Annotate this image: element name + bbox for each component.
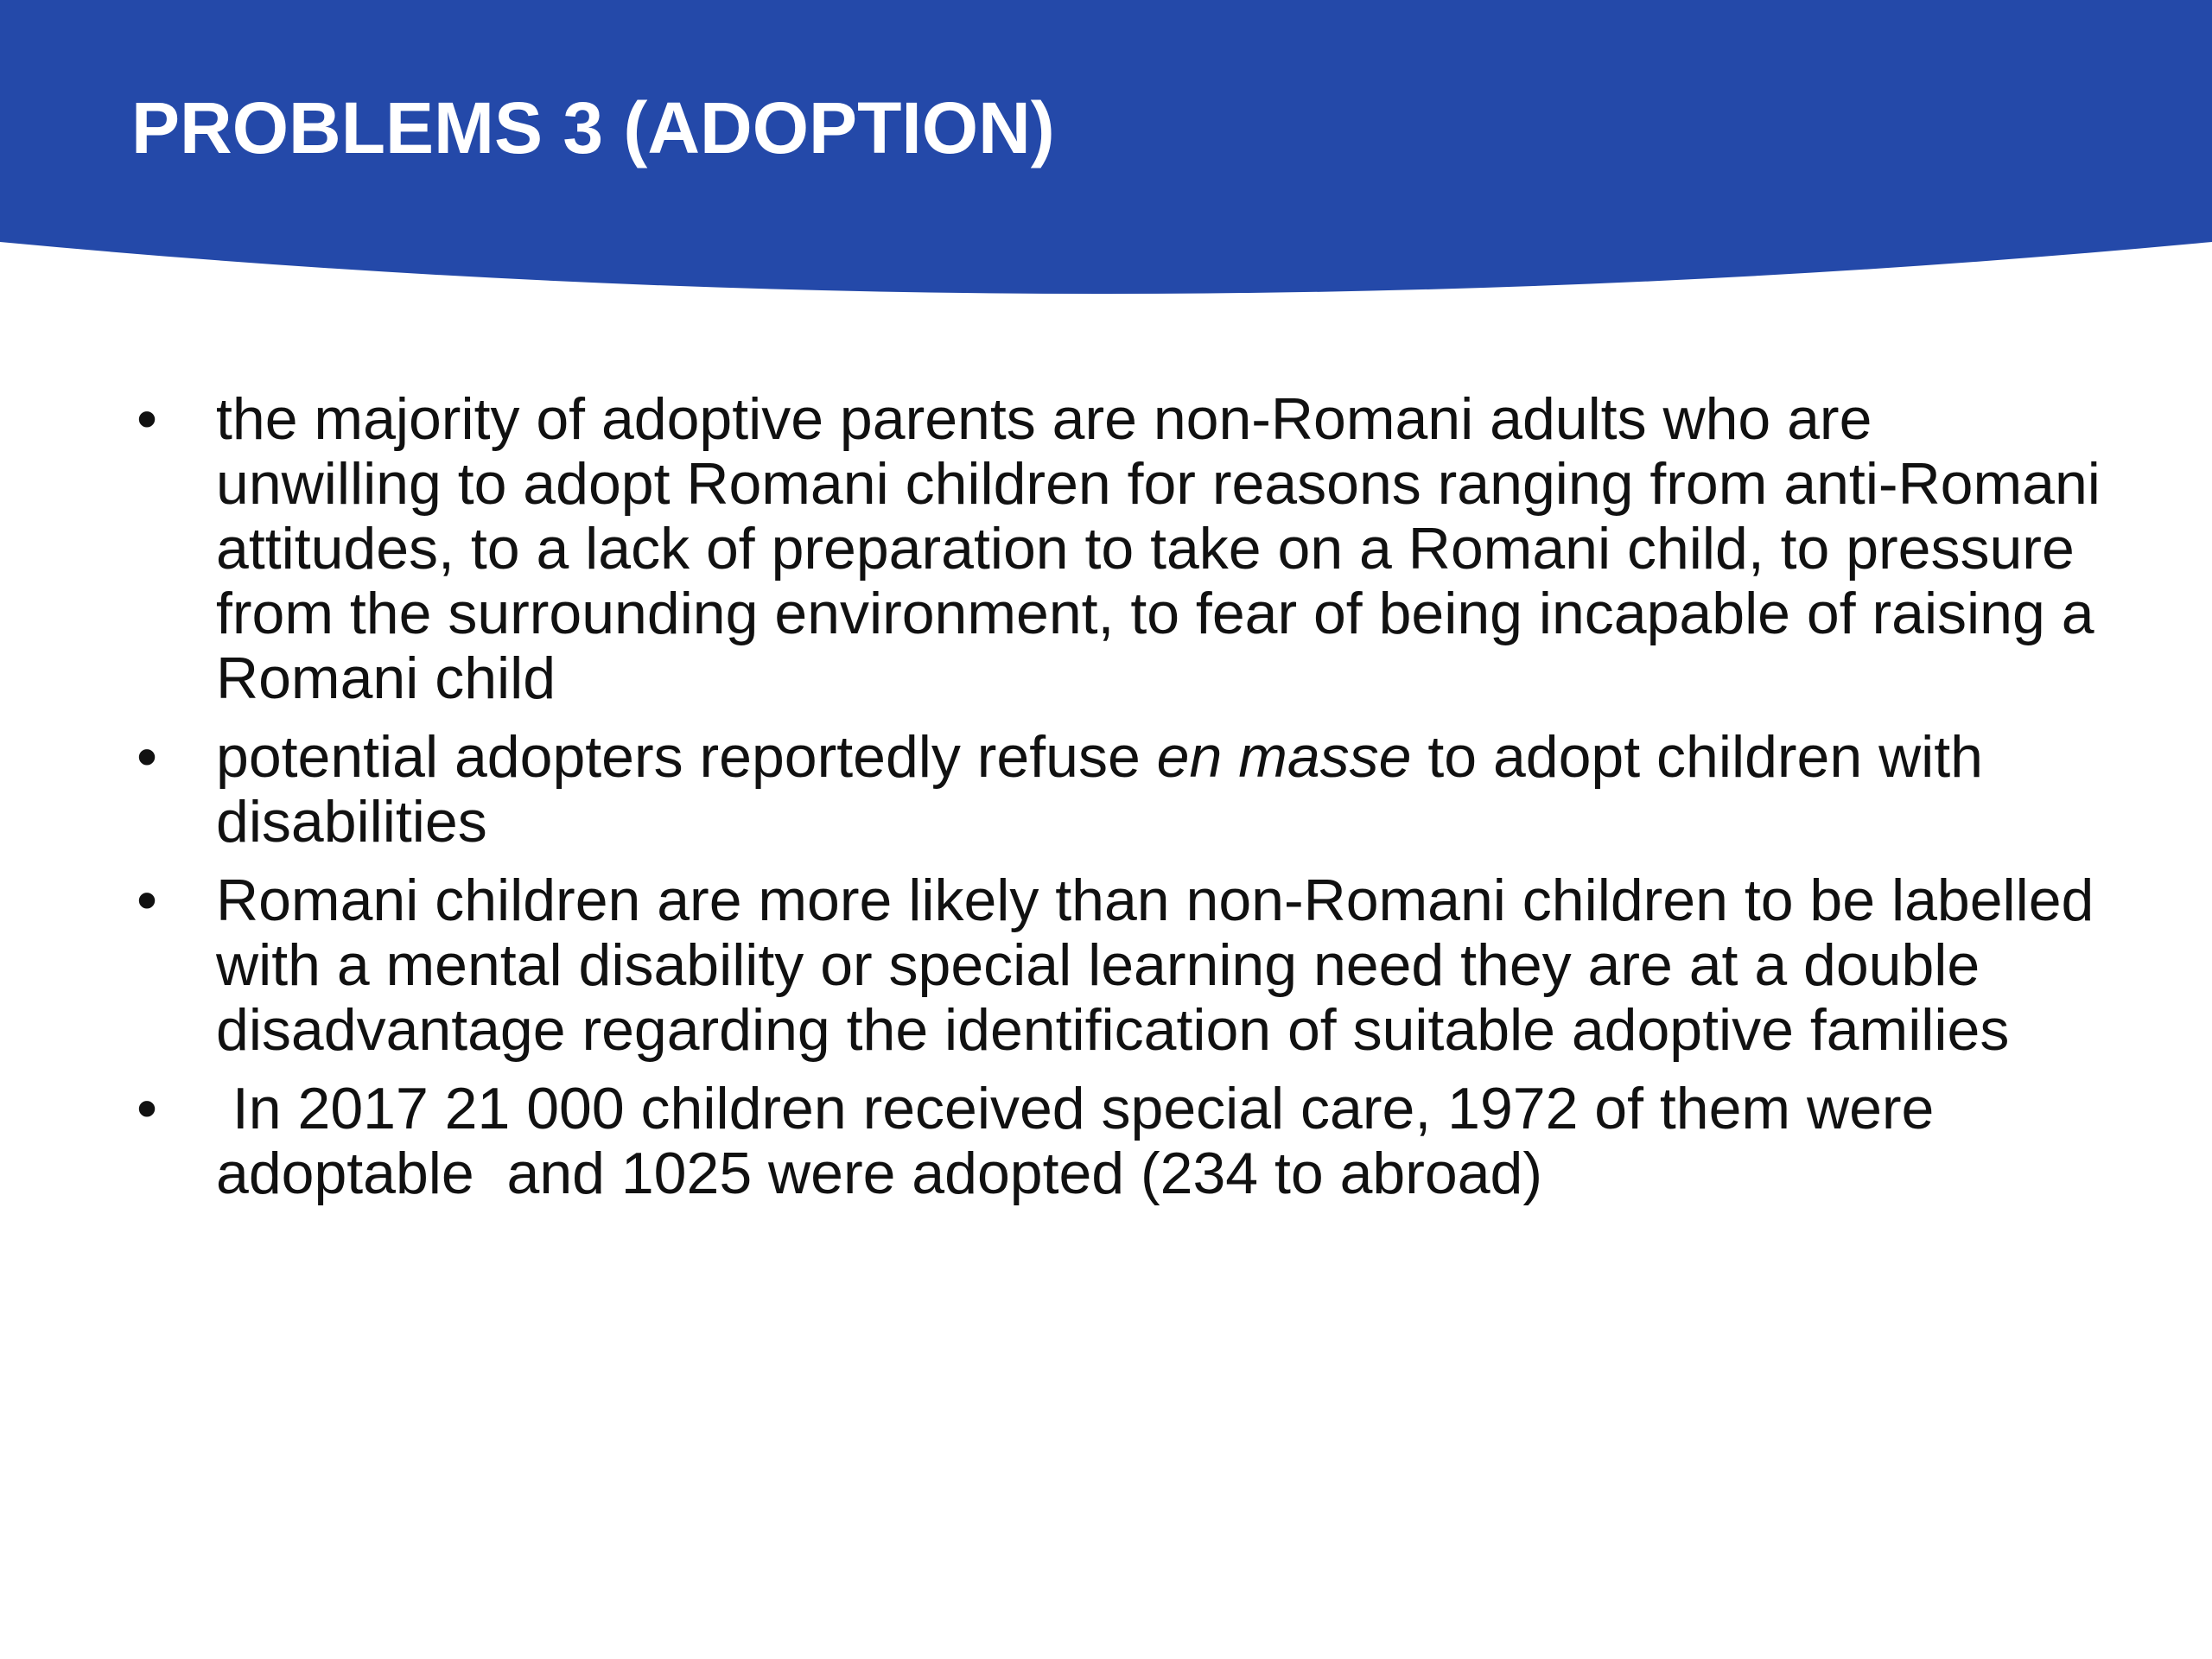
bullet-text-part: to adopt children with disabilities [216,724,1983,855]
bullet-text: the majority of adoptive parents are non-Romani adults who are unwilling to adopt Romani children for reasons ranging from anti-Romani attitudes, to a lack of preparation to take on a Romani child, to pressure from the surrounding environment, to fear of being incapable of raising a Romani child [216,386,2101,711]
bullet-text [216,725,2108,855]
bullet-item-3 [130,868,2108,1063]
bullet-text-part: potential adopters reportedly refuse [216,724,1157,790]
bullet-text: In 2017 21 000 children received special care, 1972 of them were adoptable and 1025 were adopted (234 to abroad) [216,1076,1951,1206]
bullet-dot-icon: • [137,386,157,452]
bullet-text: Romani children are more likely than non-Romani children to be labelled with a mental disability or special learning need they are at a double disadvantage regarding the identification of suitable adoptive families [216,868,2094,1063]
bullet-dot-icon: • [137,868,157,933]
bullet-text-italic: en masse [1156,724,1412,790]
bullet-dot-icon: • [137,1076,157,1141]
bullet-dot-icon: • [137,724,157,790]
slide-title: PROBLEMS 3 (ADOPTION) [131,87,1055,168]
bullet-item-1 [130,387,2108,711]
bullet-list [130,387,2108,1220]
bullet-item-4 [130,1077,2108,1206]
bullet-item-2 [130,725,2108,855]
